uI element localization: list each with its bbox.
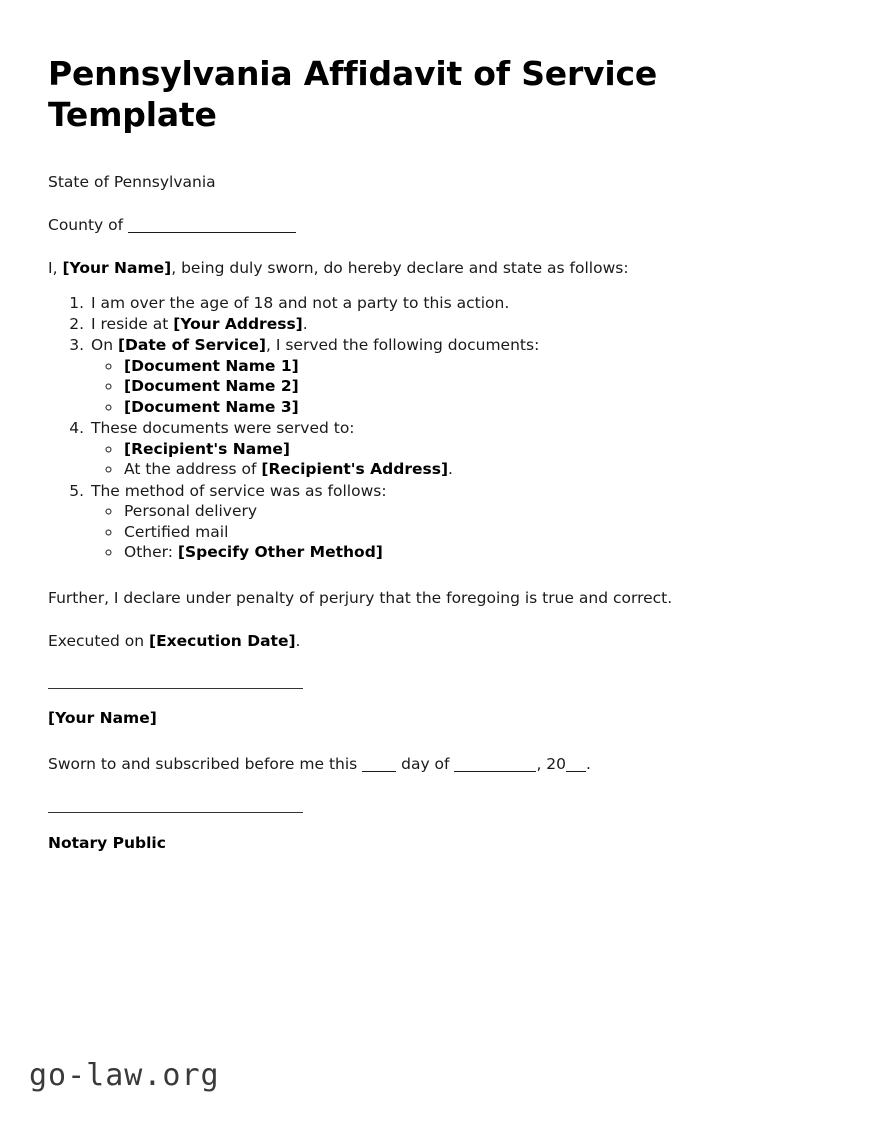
sworn-text-part-4: . xyxy=(586,755,591,774)
document-name-1-placeholder: [Document Name 1] xyxy=(124,356,299,375)
notary-sworn-line xyxy=(48,754,748,775)
notary-public-label: Notary Public xyxy=(48,834,166,853)
recipient-address-suffix: . xyxy=(448,460,453,479)
perjury-statement: Further, I declare under penalty of perjury that the foregoing is true and correct. xyxy=(48,589,673,608)
other-method-placeholder: [Specify Other Method] xyxy=(177,543,383,562)
item-2-prefix: I reside at xyxy=(91,315,174,334)
state-line: State of Pennsylvania xyxy=(48,172,216,191)
page-title: Pennsylvania Affidavit of Service Template xyxy=(48,54,658,134)
execution-line xyxy=(48,631,748,652)
declaration-line xyxy=(48,258,748,279)
recipient-address-prefix: At the address of xyxy=(124,460,262,479)
item-1-text: I am over the age of 18 and not a party to this action. xyxy=(91,293,510,312)
declaration-suffix: , being duly sworn, do hereby declare and state as follows: xyxy=(171,258,629,277)
document-name-2-placeholder: [Document Name 2] xyxy=(124,377,299,396)
recipient-address-placeholder: [Recipient's Address] xyxy=(261,460,449,479)
executed-suffix: . xyxy=(295,632,301,651)
site-brand-watermark: go-law.org xyxy=(29,1058,220,1093)
list-item-3 xyxy=(89,335,748,417)
sworn-text-part-1: Sworn to and subscribed before me this xyxy=(48,755,358,774)
county-line xyxy=(48,215,748,236)
sworn-text-part-3: , 20 xyxy=(536,755,567,774)
recipient-details-list xyxy=(91,439,748,480)
recipient-name-placeholder: [Recipient's Name] xyxy=(124,439,290,458)
your-address-placeholder: [Your Address] xyxy=(173,315,303,334)
affiant-signature-line[interactable] xyxy=(48,688,303,689)
list-item xyxy=(122,356,748,376)
county-label: County of xyxy=(48,215,124,234)
method-personal-delivery: Personal delivery xyxy=(124,502,258,521)
list-item xyxy=(122,439,748,459)
notary-signature-line[interactable] xyxy=(48,812,303,813)
item-3-suffix: , I served the following documents: xyxy=(266,336,540,355)
item-4-text: These documents were served to: xyxy=(91,419,355,438)
document-body xyxy=(48,54,748,852)
item-2-suffix: . xyxy=(302,315,308,334)
item-3-prefix: On xyxy=(91,336,118,355)
execution-date-placeholder: [Execution Date] xyxy=(149,632,296,651)
affiant-name-label: [Your Name] xyxy=(48,709,157,728)
method-other-prefix: Other: xyxy=(124,543,178,562)
executed-prefix: Executed on xyxy=(48,632,149,651)
date-of-service-placeholder: [Date of Service] xyxy=(117,336,266,355)
affidavit-statements-list xyxy=(48,293,748,563)
declarant-name-placeholder: [Your Name] xyxy=(62,258,172,277)
list-item-2 xyxy=(89,314,748,334)
method-certified-mail: Certified mail xyxy=(124,522,229,541)
notary-month-blank-field[interactable] xyxy=(454,771,536,772)
list-item xyxy=(122,397,748,417)
notary-year-blank-field[interactable] xyxy=(566,771,586,772)
served-documents-list xyxy=(91,356,748,417)
list-item-1 xyxy=(89,293,748,313)
list-item xyxy=(122,459,748,479)
notary-day-blank-field[interactable] xyxy=(362,771,396,772)
county-blank-field[interactable] xyxy=(128,232,296,233)
item-5-text: The method of service was as follows: xyxy=(91,481,387,500)
sworn-text-part-2: day of xyxy=(401,755,450,774)
list-item-5 xyxy=(89,481,748,563)
list-item-4 xyxy=(89,418,748,479)
list-item xyxy=(122,542,748,562)
list-item xyxy=(122,522,748,542)
service-method-list xyxy=(91,501,748,562)
list-item xyxy=(122,501,748,521)
declaration-prefix: I, xyxy=(48,258,58,277)
document-name-3-placeholder: [Document Name 3] xyxy=(124,397,299,416)
list-item xyxy=(122,376,748,396)
